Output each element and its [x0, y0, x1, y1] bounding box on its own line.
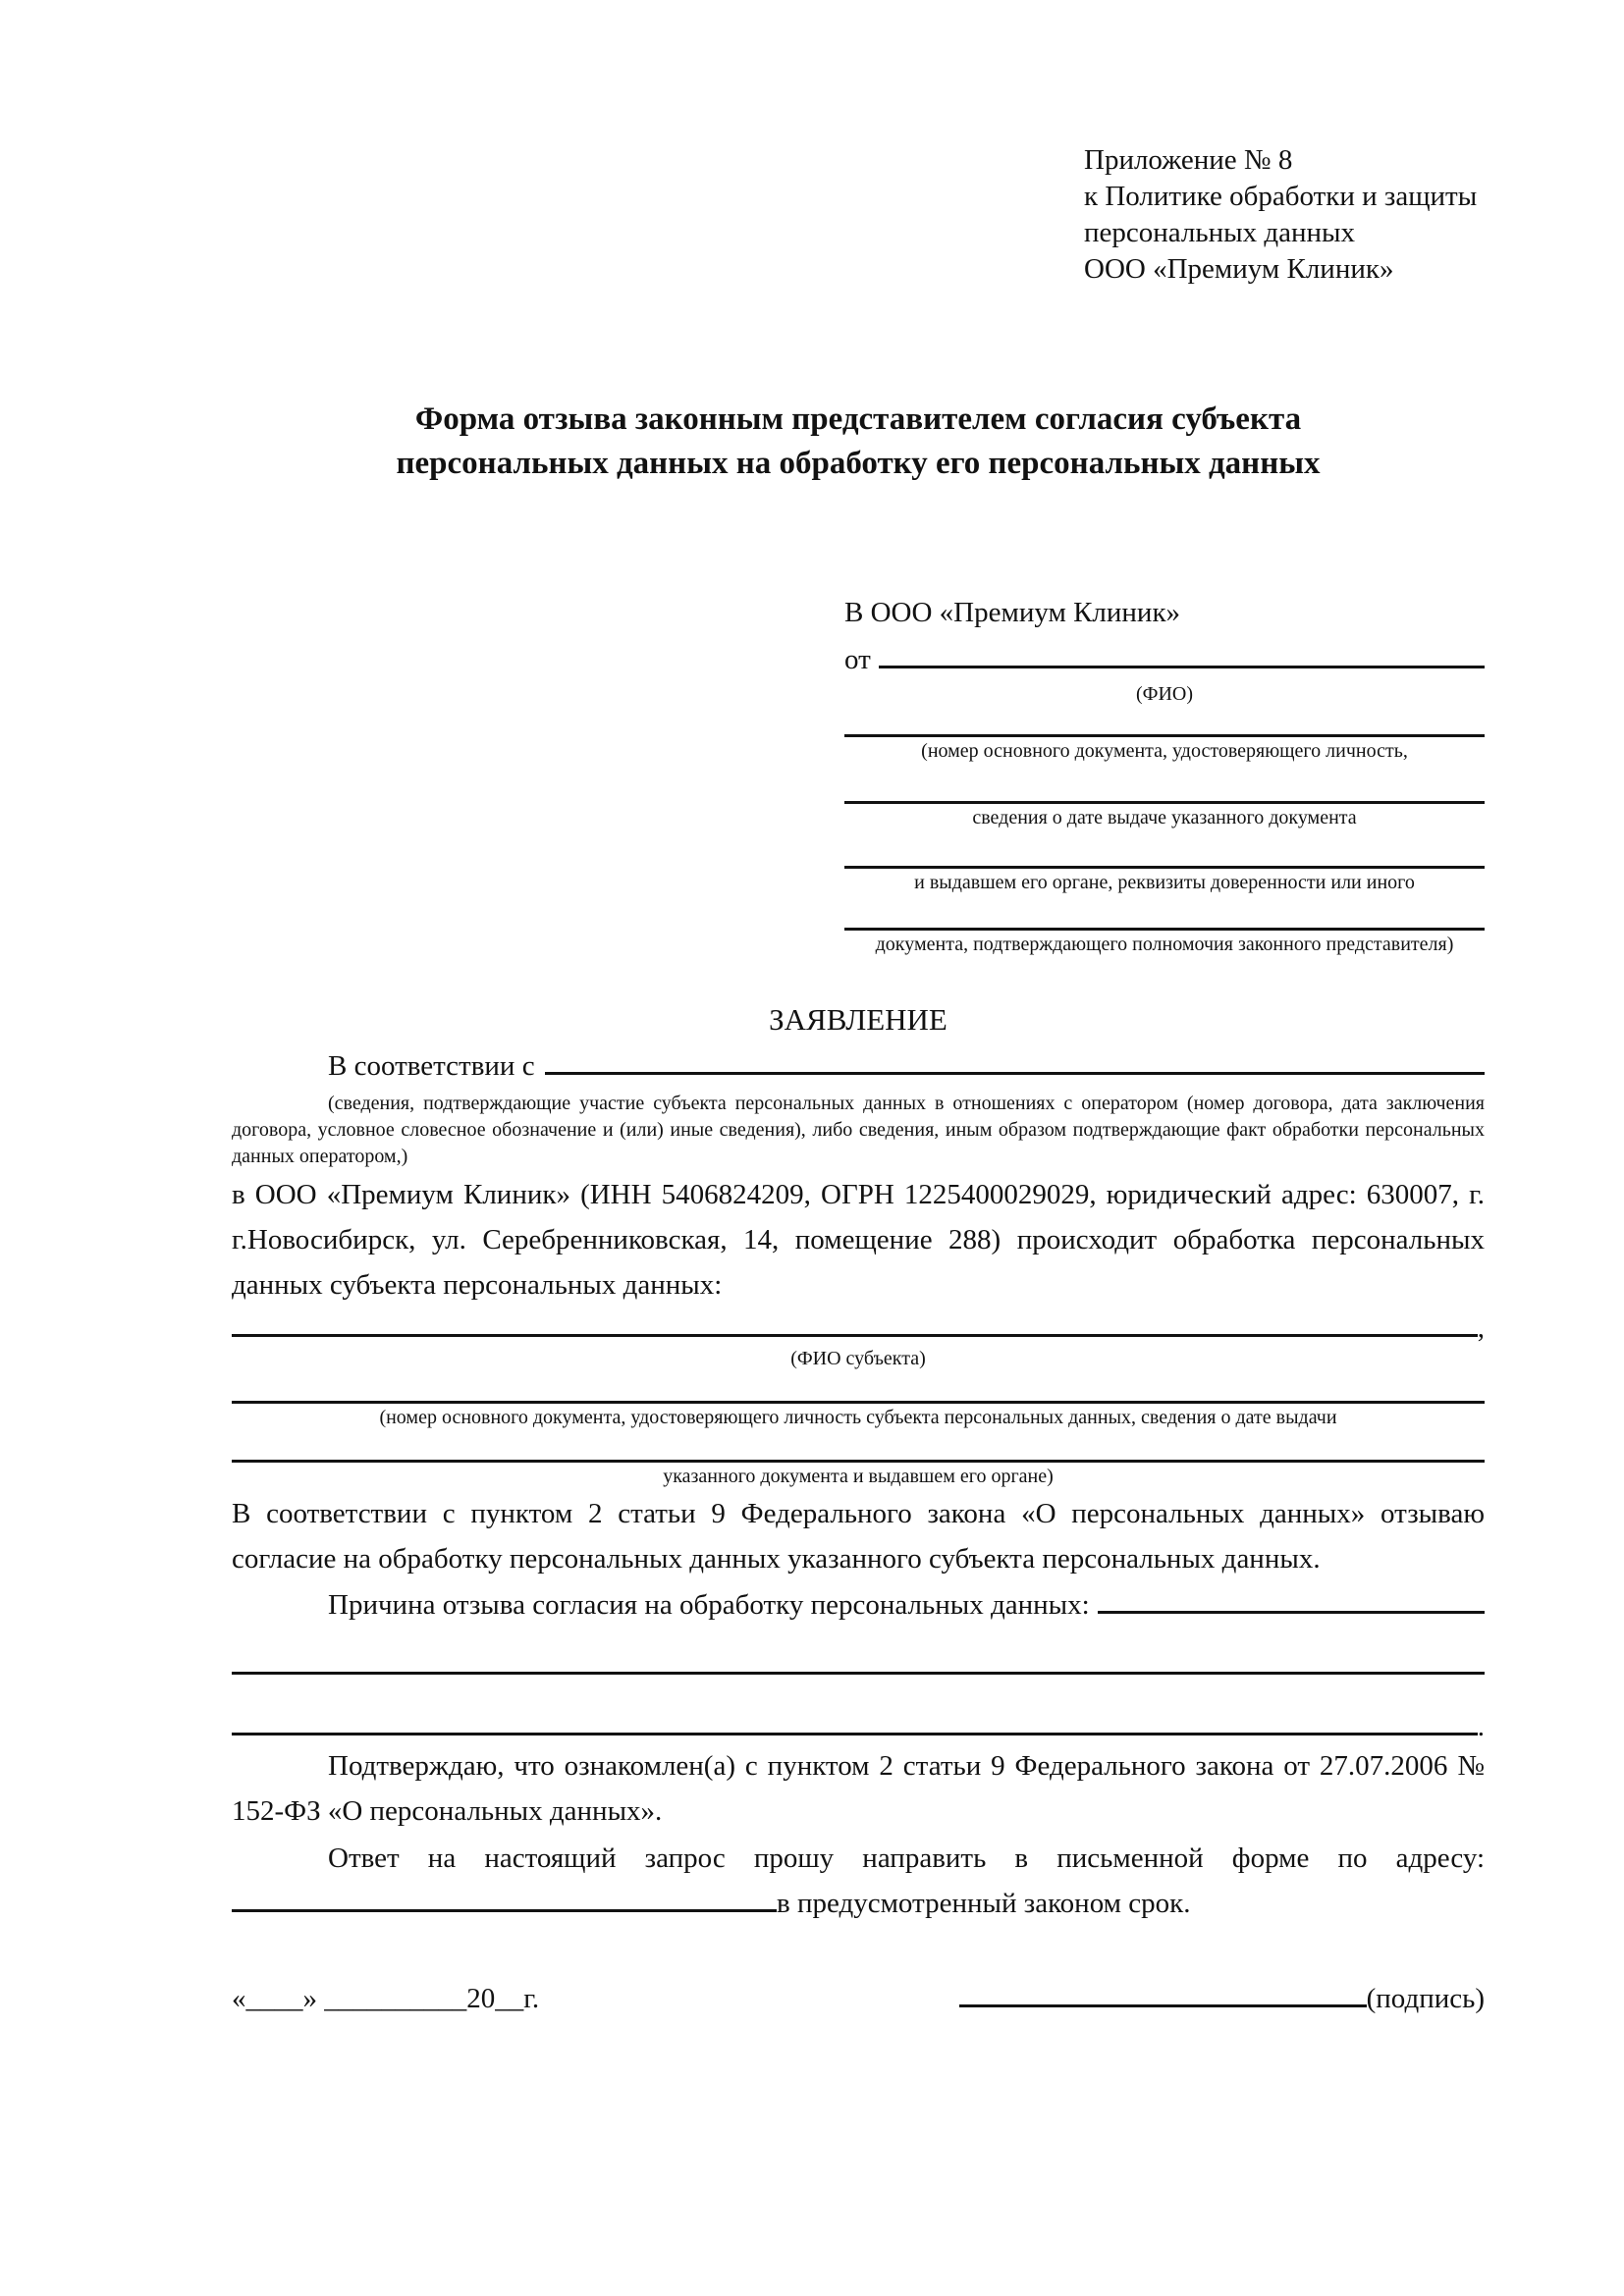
signature-caption: (подпись) [1366, 1983, 1485, 2014]
appendix-header-block [1084, 142, 1485, 288]
addressee-organization: В ООО «Премиум Клиник» [844, 597, 1181, 628]
from-label: от [844, 644, 871, 675]
fio-caption: (ФИО) [1135, 683, 1193, 705]
subject-doc-blank-line-2 [232, 1460, 1485, 1463]
id-document-blank-line-1 [844, 734, 1485, 737]
from-row [844, 639, 1485, 680]
appendix-header-line-2: к Политике обработки и защиты [1084, 181, 1478, 212]
id-document-blank-line-2 [844, 801, 1485, 804]
reason-blank-line [1098, 1611, 1485, 1614]
subject-fio-comma: , [1477, 1312, 1485, 1344]
appendix-header-line-1: Приложение № 8 [1084, 144, 1293, 176]
reply-address-blank-line [232, 1909, 777, 1912]
reply-address-row [232, 1881, 1485, 1926]
reason-blank-row-3 [232, 1712, 1485, 1741]
accordance-note: (сведения, подтверждающие участие субъекта персональных данных в отношениях с оператором (номер договора, дата заключения договора, условное словесное обозначение и (или) иные сведения), либо сведения, иным образом подтверждающие факт обработки персональных данных оператором,) [232, 1093, 1485, 1167]
footer-row [232, 1983, 1485, 2015]
statement-heading: ЗАЯВЛЕНИЕ [769, 1002, 947, 1037]
appendix-header-line-3: персональных данных [1084, 217, 1356, 248]
subject-fio-row [232, 1311, 1485, 1345]
document-title-line-2: персональных данных на обработку его персональных данных [396, 446, 1321, 481]
sentence-period: . [1477, 1711, 1485, 1742]
accordance-row [232, 1043, 1485, 1089]
operator-paragraph: в ООО «Премиум Клиник» (ИНН 5406824209, ОГРН 1225400029029, юридический адрес: 630007, г. г.Новосибирск, ул. Серебренниковская, 14, помещение 288) происходит обработка персональных данных субъекта персональных данных: [232, 1179, 1485, 1301]
reply-paragraph: Ответ на настоящий запрос прошу направить в письменной форме по адресу: [328, 1842, 1485, 1874]
id-document-blank-line-3 [844, 866, 1485, 869]
reason-blank-line-2 [232, 1672, 1485, 1675]
document-title [232, 398, 1485, 486]
accordance-prefix: В соответствии с [328, 1050, 535, 1082]
date-line: «____» __________20__г. [232, 1983, 540, 2014]
document-title-line-1: Форма отзыва законным представителем согласия субъекта [414, 401, 1302, 437]
signature-group [959, 1983, 1485, 2015]
id-document-caption-3: и выдавшем его органе, реквизиты доверенности или иного [914, 872, 1415, 893]
id-document-blank-line-4 [844, 928, 1485, 931]
addressee-block [844, 594, 1485, 957]
reason-row [232, 1581, 1485, 1629]
withdrawal-paragraph: В соответствии с пунктом 2 статьи 9 Федерального закона «О персональных данных» отзываю согласие на обработку персональных данных указанного субъекта персональных данных. [232, 1498, 1485, 1575]
subject-doc-caption-2: указанного документа и выдавшем его органе) [663, 1466, 1054, 1487]
id-document-caption-2: сведения о дате выдаче указанного документа [972, 807, 1357, 828]
subject-doc-caption-1: (номер основного документа, удостоверяющего личность субъекта персональных данных, сведения о дате выдачи [379, 1407, 1337, 1428]
accordance-blank-line [545, 1072, 1485, 1075]
appendix-header-line-4: ООО «Премиум Клиник» [1084, 253, 1394, 285]
reply-suffix: в предусмотренный законом срок. [777, 1888, 1191, 1919]
reason-blank-line-3 [232, 1733, 1478, 1735]
from-fio-blank-line [879, 666, 1485, 668]
signature-blank-line [959, 2004, 1367, 2007]
id-document-caption-4: документа, подтверждающего полномочия законного представителя) [875, 934, 1454, 955]
subject-doc-blank-line-1 [232, 1401, 1485, 1404]
confirm-paragraph: Подтверждаю, что ознакомлен(а) с пунктом 2 статьи 9 Федерального закона от 27.07.2006 № 152-ФЗ «О персональных данных». [232, 1750, 1485, 1827]
id-document-caption-1: (номер основного документа, удостоверяющего личность, [921, 740, 1408, 762]
subject-fio-blank-line [232, 1334, 1478, 1337]
subject-fio-caption: (ФИО субъекта) [790, 1348, 926, 1369]
reason-label: Причина отзыва согласия на обработку персональных данных: [328, 1589, 1090, 1621]
